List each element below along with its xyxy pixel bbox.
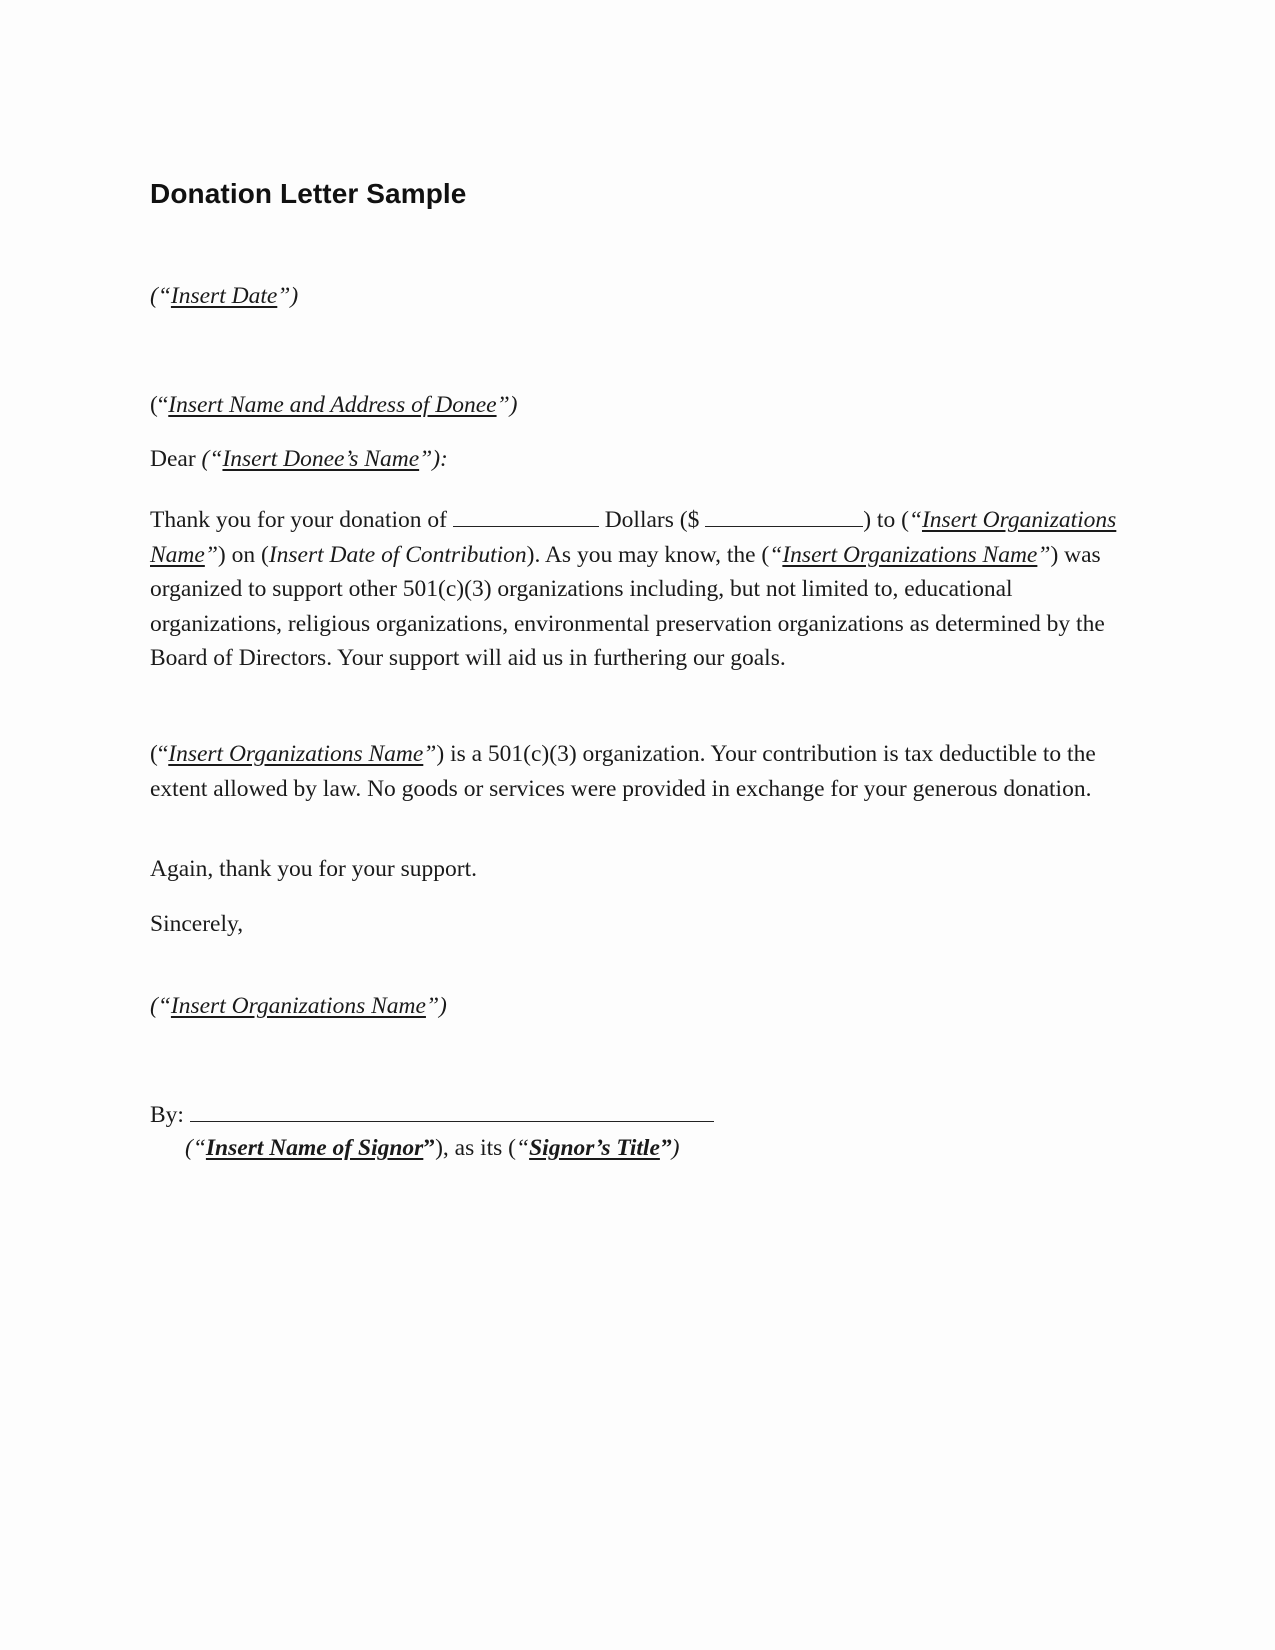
date-placeholder-line (150, 283, 298, 310)
paragraph-tax-deductible (150, 737, 1140, 806)
signor-title-close: ” (659, 1135, 672, 1161)
donee-address-line (150, 392, 517, 419)
p1-quote-open: “ (908, 507, 922, 533)
p2-close: ” (423, 741, 437, 767)
date-open: (“ (150, 283, 171, 309)
sign-off: Sincerely, (150, 911, 244, 937)
date-close: ”) (277, 283, 299, 309)
donee-open: (“ (150, 392, 169, 418)
p1-text: Thank you for your donation of (150, 507, 453, 533)
org-name-placeholder-3: Insert Organizations Name (168, 741, 424, 767)
sig-org-open: (“ (150, 993, 171, 1019)
signature-org-line (150, 993, 447, 1020)
signor-line (185, 1135, 679, 1162)
salutation-close: ”): (419, 446, 448, 472)
donee-name-placeholder: Insert Donee’s Name (222, 446, 420, 472)
donee-close: ”) (496, 392, 518, 418)
org-name-placeholder-1: Insert Organizations Name (150, 507, 1117, 568)
date-placeholder: Insert Date (170, 283, 278, 309)
donee-placeholder: Insert Name and Address of Donee (168, 392, 497, 418)
signature-by-line (150, 1102, 714, 1129)
signor-title-open: “ (516, 1135, 530, 1161)
p1-quote-open-2: “ (769, 541, 783, 568)
signor-middle: ), as its ( (435, 1135, 517, 1161)
p1-dollars: Dollars ($ (598, 507, 706, 533)
p1-rest: ) was organized to support other 501(c)(3) organizations including, but not limited to, educational organizations, religious organizations, environmental preservation organizations as determined by the Board of Directors. Your support will aid us in furthering our goals. (150, 541, 1105, 671)
closing-line: Again, thank you for your support. (150, 856, 477, 882)
contribution-date-placeholder: Insert Date of Contribution (268, 541, 527, 568)
donation-amount-words-blank (453, 507, 599, 527)
salutation-greeting: Dear (150, 446, 202, 472)
by-label: By: (150, 1102, 184, 1128)
p1-quote-close-2: ” (1037, 541, 1051, 568)
p1-quote-close: ” (204, 541, 218, 568)
p2-open: (“ (150, 741, 169, 767)
signor-open: (“ (185, 1135, 206, 1161)
p1-to: ) to ( (863, 507, 909, 533)
sig-org-close: ”) (425, 993, 447, 1019)
p1-on: ) on ( (217, 541, 269, 568)
signor-name-placeholder: Insert Name of Signor (205, 1135, 424, 1161)
p1-as-you-know: ). As you may know, the ( (526, 541, 770, 568)
document-title: Donation Letter Sample (150, 178, 467, 209)
signature-org-placeholder: Insert Organizations Name (170, 993, 426, 1019)
signor-end: ) (671, 1135, 680, 1161)
signor-title-placeholder: Signor’s Title (529, 1135, 660, 1161)
p2-rest: ) is a 501(c)(3) organization. Your contribution is tax deductible to the extent allowed by law. No goods or services were provided in exchange for your generous donation. (150, 741, 1096, 802)
paragraph-thank-you (150, 503, 1140, 676)
org-name-placeholder-2: Insert Organizations Name (782, 541, 1038, 568)
salutation-line (150, 446, 448, 473)
signature-blank (190, 1102, 714, 1122)
donation-amount-number-blank (705, 507, 863, 527)
signor-close: ” (423, 1135, 436, 1161)
salutation-open: (“ (201, 446, 223, 472)
